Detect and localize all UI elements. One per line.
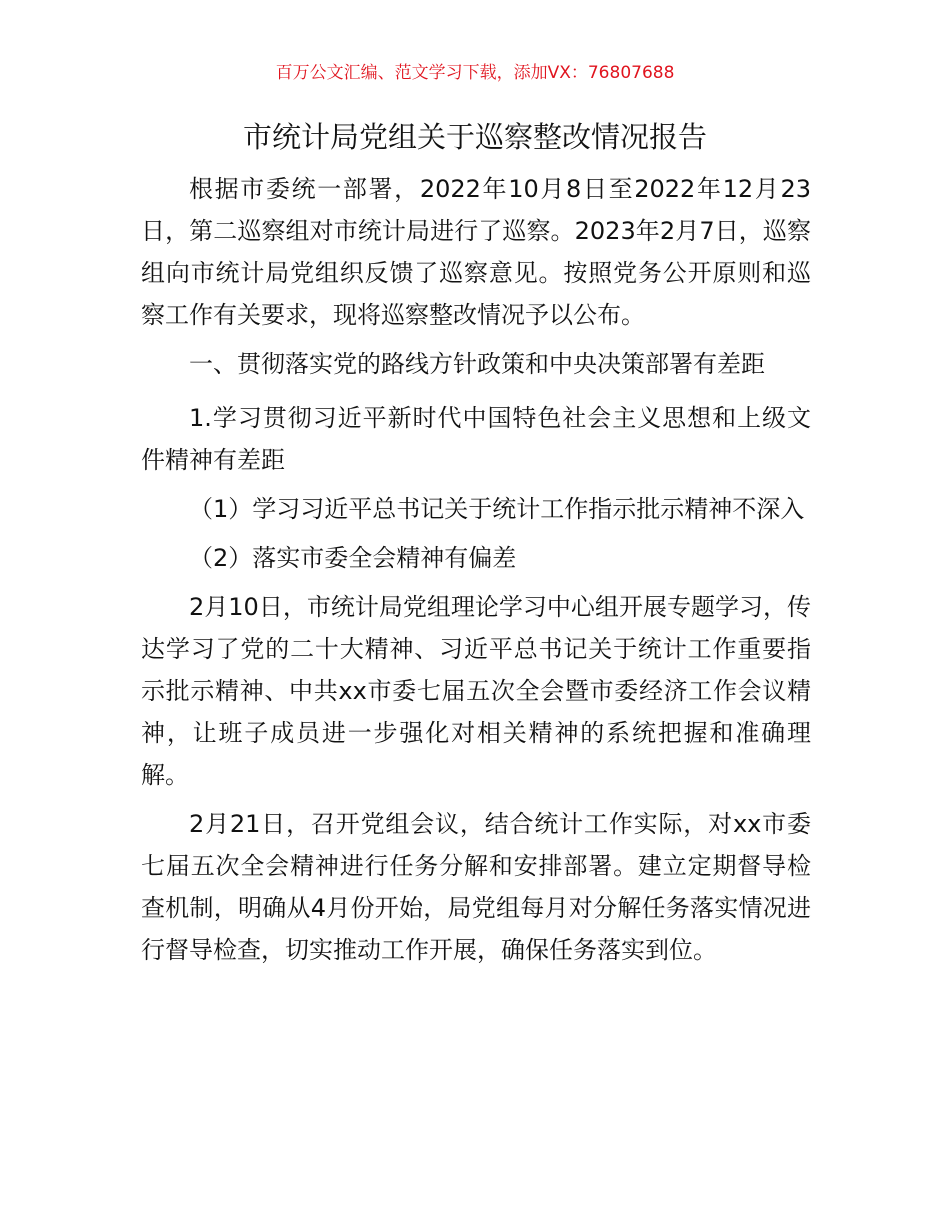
item-heading-1: 1.学习贯彻习近平新时代中国特色社会主义思想和上级文件精神有差距	[141, 404, 811, 474]
body-paragraph-2: 2月21日，召开党组会议，结合统计工作实际，对xx市委七届五次全会精神进行任务分解和安排部署。建立定期督导检查机制，明确从4月份开始，局党组每月对分解任务落实情况进行督导检查，切实推动工作开展，确保任务落实到位。	[141, 810, 811, 964]
sub-heading-2: （2）落实市委全会精神有偏差	[189, 544, 517, 572]
section-heading-1: 一、贯彻落实党的路线方针政策和中央决策部署有差距	[189, 350, 765, 378]
page-title: 市统计局党组关于巡察整改情况报告	[242, 120, 707, 154]
sub-heading-1: （1）学习习近平总书记关于统计工作指示批示精神不深入	[189, 495, 805, 523]
header-promo-note: 百万公文汇编、范文学习下载，添加VX：76807688	[275, 63, 675, 83]
document-body	[141, 168, 811, 978]
body-paragraph-1: 2月10日，市统计局党组理论学习中心组开展专题学习，传达学习了党的二十大精神、习近平总书记关于统计工作重要指示批示精神、中共xx市委七届五次全会暨市委经济工作会议精神，让班子成员进一步强化对相关精神的系统把握和准确理解。	[141, 593, 811, 789]
intro-paragraph: 根据市委统一部署，2022年10月8日至2022年12月23日，第二巡察组对市统计局进行了巡察。2023年2月7日，巡察组向市统计局党组织反馈了巡察意见。按照党务公开原则和巡察工作有关要求，现将巡察整改情况予以公布。	[141, 175, 811, 329]
